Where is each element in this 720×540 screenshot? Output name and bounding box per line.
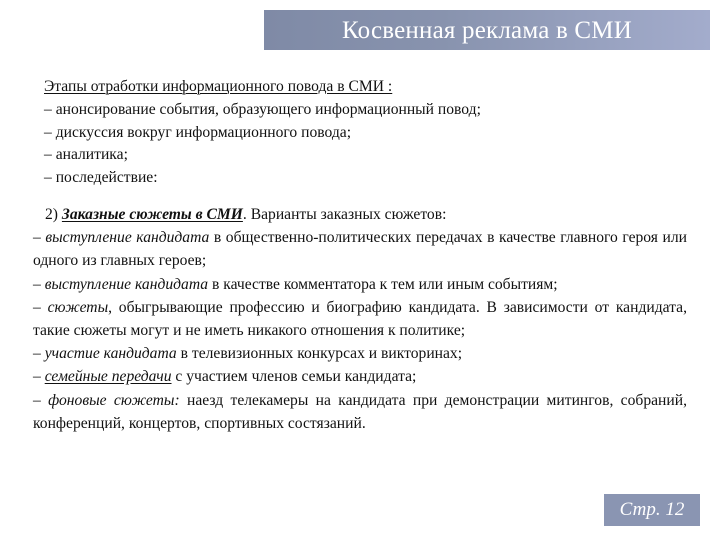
variant-emphasis: выступление кандидата xyxy=(45,229,210,247)
variant-emphasis: фоновые сюжеты: xyxy=(48,391,180,409)
variant-dash: – xyxy=(33,368,41,386)
variant-item xyxy=(33,296,687,342)
section-intro-text: . Варианты заказных сюжетов: xyxy=(242,206,447,223)
variant-text: в качестве комментатора к тем или иным событиям; xyxy=(208,275,558,293)
variant-item xyxy=(33,226,687,272)
variant-text: в телевизионных конкурсах и викторинах; xyxy=(176,345,463,363)
section-number: 2) xyxy=(45,206,58,223)
variant-text: наезд телекамеры на кандидата при демонстрации митингов, собраний, конференций, концертов, спортивных состязаний. xyxy=(33,391,687,432)
section-title: Заказные сюжеты в СМИ xyxy=(61,206,243,223)
page-number-badge xyxy=(604,494,700,526)
stage-item: – анонсирование события, образующего информационный повод; xyxy=(44,100,481,118)
stages-block xyxy=(44,76,684,190)
stage-item: – аналитика; xyxy=(44,146,128,164)
variant-text: , обыгрывающие профессию и биографию кандидата. В зависимости от кандидата, такие сюжеты могут и не иметь никакого отношения к политике; xyxy=(33,298,687,340)
variant-dash: – xyxy=(33,298,41,316)
variant-emphasis: семейные передачи xyxy=(44,368,172,386)
stage-item: – дискуссия вокруг информационного повода; xyxy=(44,123,352,141)
variant-text: с участием членов семьи кандидата; xyxy=(171,368,417,386)
stages-heading: Этапы отработки информационного повода в СМИ : xyxy=(44,78,393,95)
variant-dash: – xyxy=(33,391,41,409)
slide-title: Косвенная реклама в СМИ xyxy=(342,17,632,44)
ordered-stories-block xyxy=(33,203,687,435)
stage-item: – последействие: xyxy=(44,169,158,187)
variant-item xyxy=(33,342,687,365)
variant-item xyxy=(33,389,687,435)
variant-emphasis: участие кандидата xyxy=(44,345,177,363)
ordered-stories-intro xyxy=(33,203,687,226)
variant-dash: – xyxy=(33,229,41,247)
variant-item xyxy=(33,365,687,388)
variant-dash: – xyxy=(33,345,41,363)
variant-emphasis: выступление кандидата xyxy=(44,275,209,293)
variant-text: в общественно-политических передачах в качестве главного героя или одного из главных героев; xyxy=(33,229,687,270)
slide-title-bar xyxy=(264,10,710,50)
variant-item xyxy=(33,273,687,296)
page-number: Стр. 12 xyxy=(619,499,685,520)
variant-emphasis: сюжеты xyxy=(47,298,109,316)
variant-dash: – xyxy=(33,275,41,293)
